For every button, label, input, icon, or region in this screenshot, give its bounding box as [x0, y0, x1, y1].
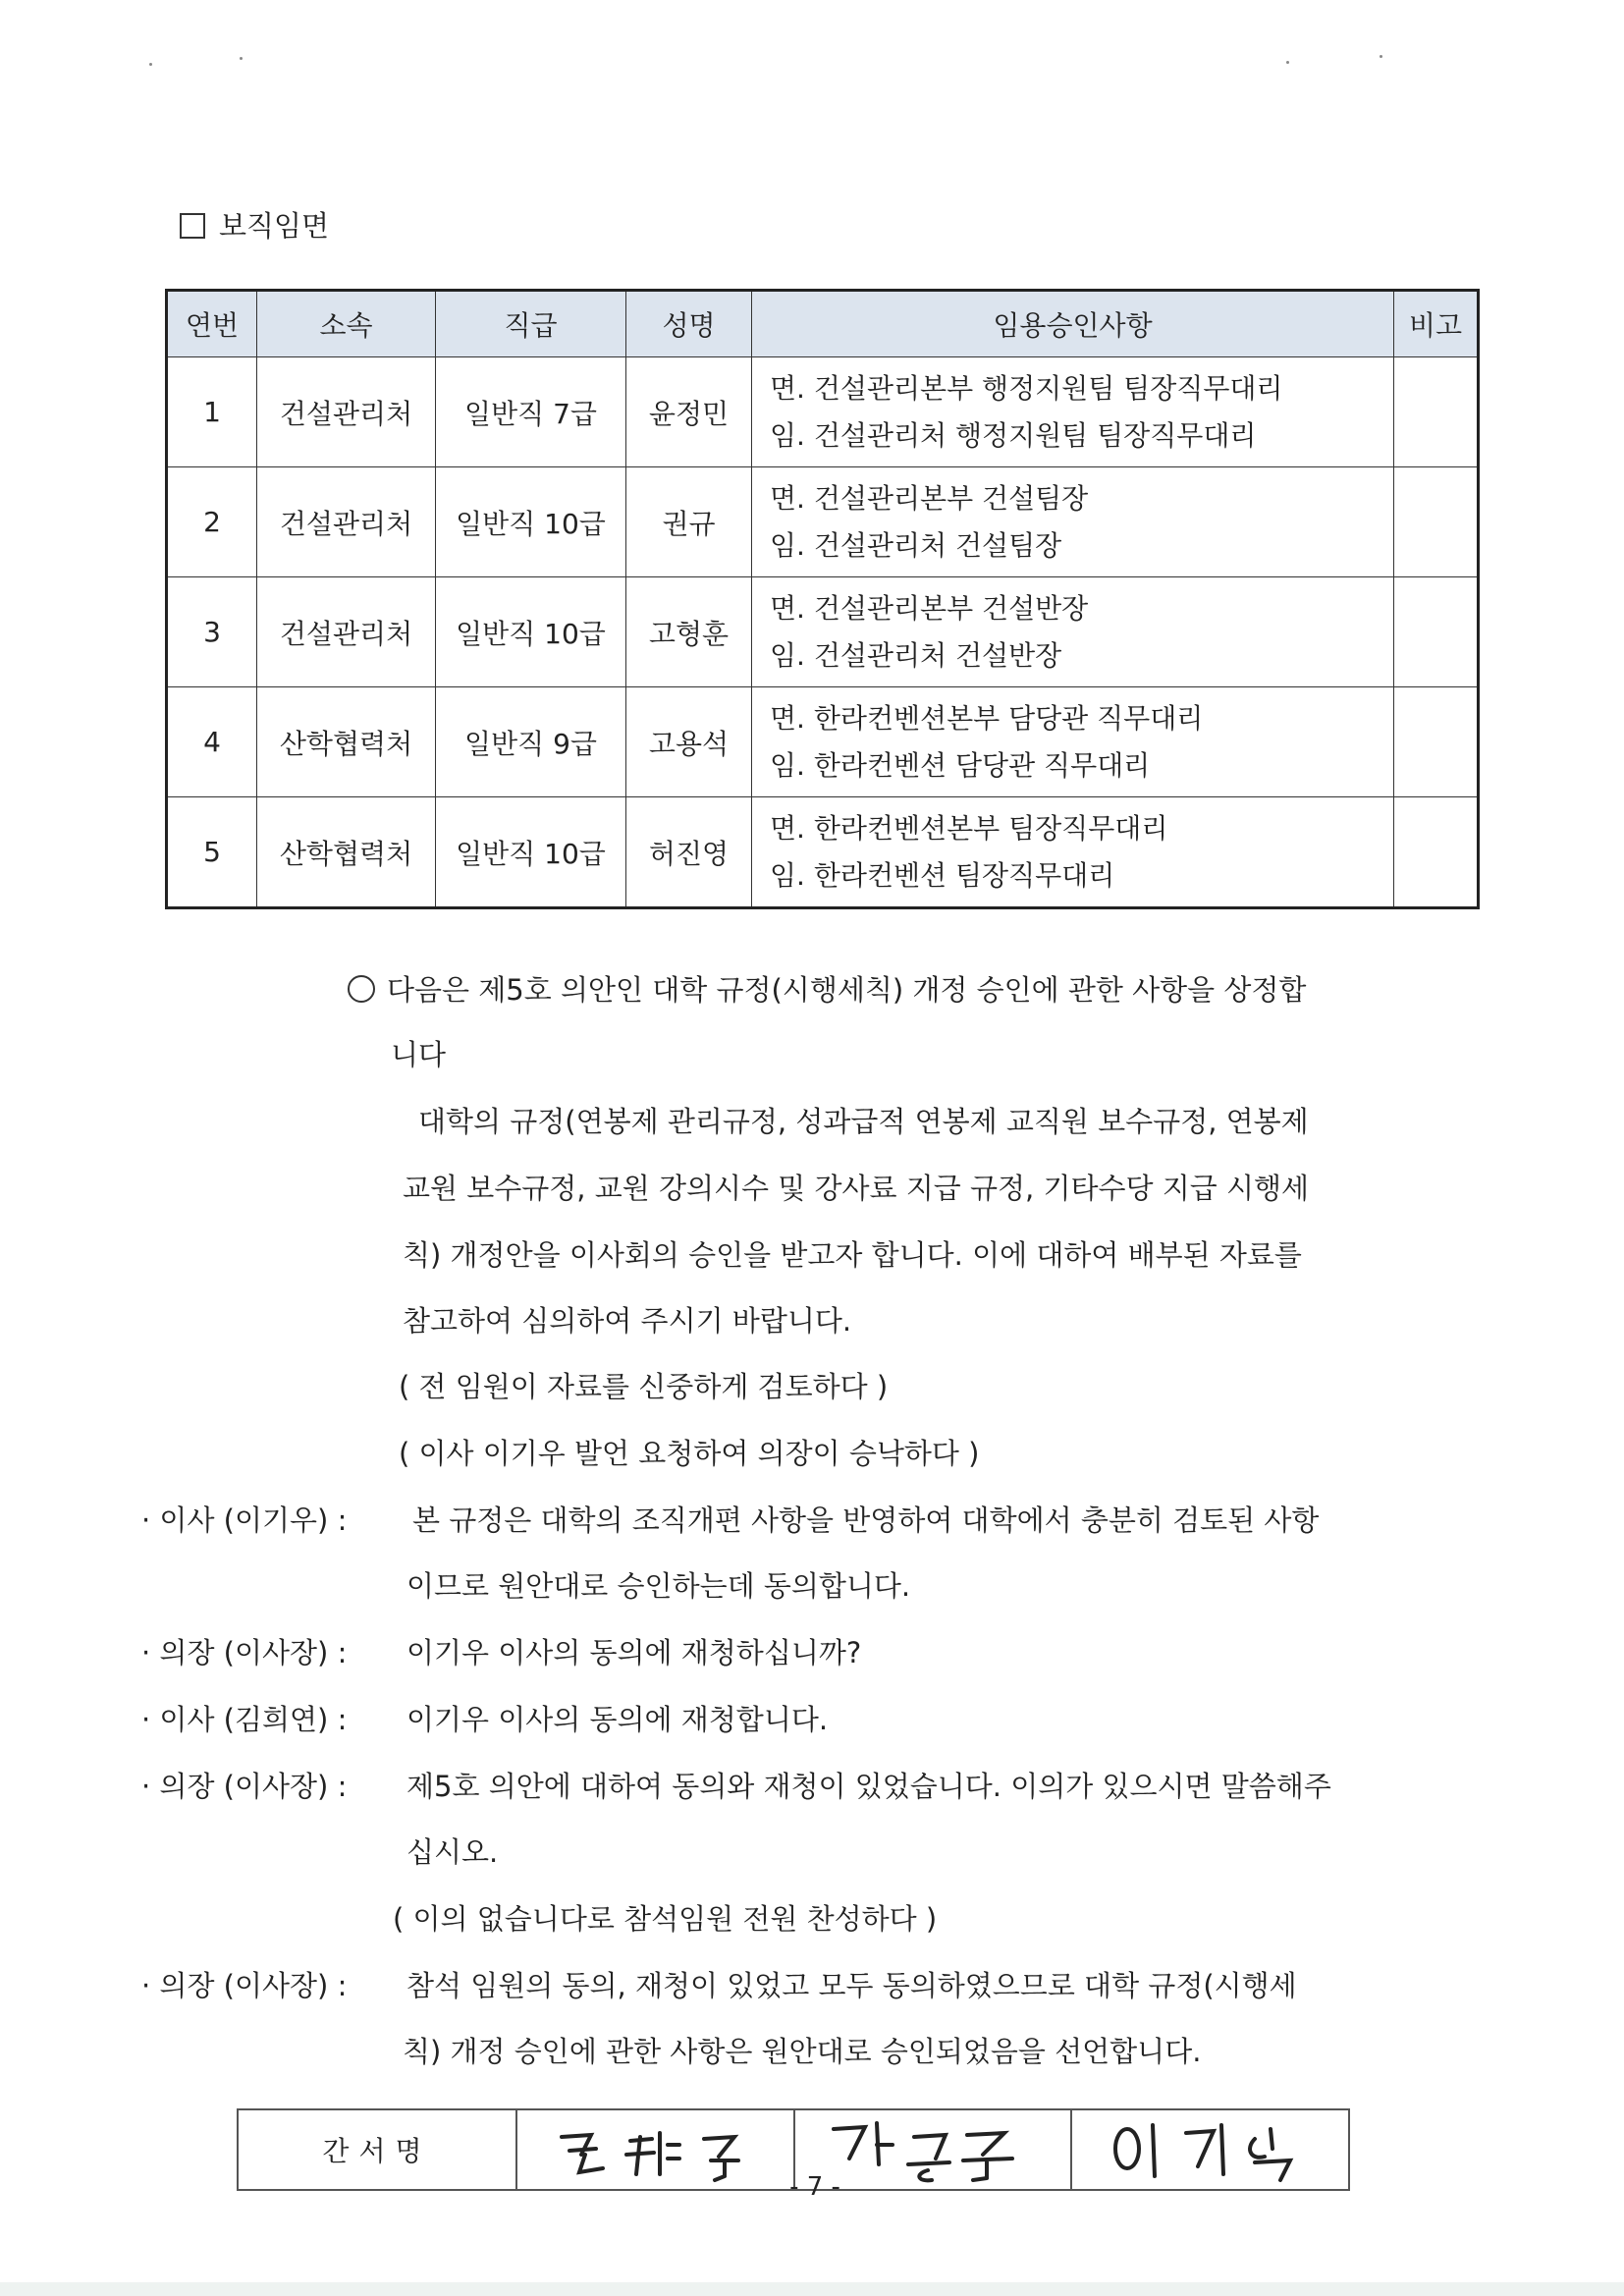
approval-appoint: 임. 건설관리처 건설반장 [770, 638, 1062, 672]
cell-note [1394, 687, 1479, 797]
cell-note [1394, 357, 1479, 467]
page-number: - 7 - [789, 2172, 840, 2202]
description-line-4: 참고하여 심의하여 주시기 바랍니다. [403, 1304, 852, 1338]
cell-name: 권규 [626, 467, 752, 577]
cell-no: 3 [167, 577, 257, 687]
statement-line: 이므로 원안대로 승인하는데 동의합니다. [406, 1569, 911, 1603]
header-dept: 소속 [257, 291, 436, 357]
approval-appoint: 임. 한라컨벤션 담당관 직무대리 [770, 748, 1151, 782]
table-header-row [167, 291, 1479, 357]
speaker-label: · 이사 (이기우) : [141, 1503, 348, 1537]
cell-name: 허진영 [626, 797, 752, 908]
description-line-3: 칙) 개정안을 이사회의 승인을 받고자 합니다. 이에 대하여 배부된 자료를 [403, 1238, 1302, 1272]
header-grade: 직급 [436, 291, 626, 357]
checkbox-square-icon [180, 213, 205, 239]
proceeding-note-1: ( 전 임원이 자료를 신중하게 검토하다 ) [399, 1370, 889, 1403]
approval-appoint: 임. 건설관리처 건설팀장 [770, 528, 1062, 562]
description-line-2: 교원 보수규정, 교원 강의시수 및 강사료 지급 규정, 기타수당 지급 시행세 [403, 1172, 1310, 1205]
proceeding-note-2: ( 이사 이기우 발언 요청하여 의장이 승낙하다 ) [399, 1437, 980, 1470]
signature-lee [1070, 2110, 1348, 2189]
scan-speck [149, 63, 152, 66]
approval-dismiss: 면. 건설관리본부 건설반장 [770, 591, 1089, 625]
table-row [167, 687, 1479, 797]
statement-line: 본 규정은 대학의 조직개편 사항을 반영하여 대학에서 충분히 검토된 사항 [412, 1503, 1320, 1537]
scan-edge [0, 2282, 1624, 2296]
cell-dept: 건설관리처 [257, 577, 436, 687]
cell-dept: 건설관리처 [257, 357, 436, 467]
approval-appoint: 임. 한라컨벤션 팀장직무대리 [770, 858, 1115, 892]
cell-no: 2 [167, 467, 257, 577]
statement-line: 제5호 의안에 대하여 동의와 재청이 있었습니다. 이의가 있으시면 말씀해주 [406, 1770, 1331, 1803]
speaker-label: · 의장 (이사장) : [141, 1770, 348, 1803]
table-row [167, 577, 1479, 687]
cell-grade: 일반직 10급 [436, 467, 626, 577]
scan-speck [1380, 55, 1382, 58]
table-row [167, 797, 1479, 908]
speaker-label: · 의장 (이사장) : [141, 1636, 348, 1669]
cell-approval [752, 467, 1394, 577]
statement-line: 십시오. [406, 1835, 499, 1869]
cell-no: 5 [167, 797, 257, 908]
cell-grade: 일반직 7급 [436, 357, 626, 467]
handwritten-signature-icon [1098, 2115, 1324, 2184]
description-line-1: 대학의 규정(연봉제 관리규정, 성과급적 연봉제 교직원 보수규정, 연봉제 [418, 1105, 1309, 1138]
cell-name: 윤정민 [626, 357, 752, 467]
approval-dismiss: 면. 한라컨벤션본부 담당관 직무대리 [770, 701, 1204, 735]
approval-dismiss: 면. 한라컨벤션본부 팀장직무대리 [770, 811, 1168, 845]
scan-speck [1286, 61, 1289, 64]
header-name: 성명 [626, 291, 752, 357]
section-title: 보직임면 [219, 209, 330, 243]
appointment-table [165, 289, 1480, 909]
section-heading [180, 206, 329, 246]
proceeding-note-3: ( 이의 없습니다로 참석임원 전원 찬성하다 ) [393, 1902, 938, 1936]
cell-note [1394, 467, 1479, 577]
cell-name: 고형훈 [626, 577, 752, 687]
statement-line: 이기우 이사의 동의에 재청하십니까? [406, 1636, 862, 1669]
signature-kim [517, 2110, 793, 2189]
approval-appoint: 임. 건설관리처 행정지원팀 팀장직무대리 [770, 418, 1257, 452]
header-approval: 임용승인사항 [752, 291, 1394, 357]
statement-line: 칙) 개정 승인에 관한 사항은 원안대로 승인되었음을 선언합니다. [403, 2035, 1202, 2068]
cell-dept: 산학협력처 [257, 797, 436, 908]
header-no: 연번 [167, 291, 257, 357]
cell-note [1394, 577, 1479, 687]
handwritten-signature-icon [542, 2115, 768, 2184]
statement-line: 이기우 이사의 동의에 재청합니다. [406, 1703, 829, 1736]
signature-label: 간서명 [239, 2110, 517, 2189]
cell-grade: 일반직 10급 [436, 797, 626, 908]
cell-approval [752, 357, 1394, 467]
statement-line: 참석 임원의 동의, 재청이 있었고 모두 동의하였으므로 대학 규정(시행세 [406, 1969, 1297, 2002]
cell-approval [752, 687, 1394, 797]
table-row [167, 357, 1479, 467]
speaker-label: · 의장 (이사장) : [141, 1969, 348, 2002]
cell-approval [752, 797, 1394, 908]
cell-note [1394, 797, 1479, 908]
table-row [167, 467, 1479, 577]
cell-dept: 산학협력처 [257, 687, 436, 797]
cell-dept: 건설관리처 [257, 467, 436, 577]
cell-grade: 일반직 10급 [436, 577, 626, 687]
approval-dismiss: 면. 건설관리본부 행정지원팀 팀장직무대리 [770, 371, 1283, 405]
agenda-line-1: 다음은 제5호 의안인 대학 규정(시행세칙) 개정 승인에 관한 사항을 상정합 [348, 970, 1306, 1010]
cell-no: 4 [167, 687, 257, 797]
cell-name: 고용석 [626, 687, 752, 797]
header-note: 비고 [1394, 291, 1479, 357]
approval-dismiss: 면. 건설관리본부 건설팀장 [770, 481, 1089, 515]
circle-bullet-icon [348, 975, 375, 1003]
agenda-line-2: 니다 [391, 1038, 447, 1071]
scan-speck [240, 57, 243, 60]
cell-approval [752, 577, 1394, 687]
cell-grade: 일반직 9급 [436, 687, 626, 797]
cell-no: 1 [167, 357, 257, 467]
speaker-label: · 이사 (김희연) : [141, 1703, 348, 1736]
